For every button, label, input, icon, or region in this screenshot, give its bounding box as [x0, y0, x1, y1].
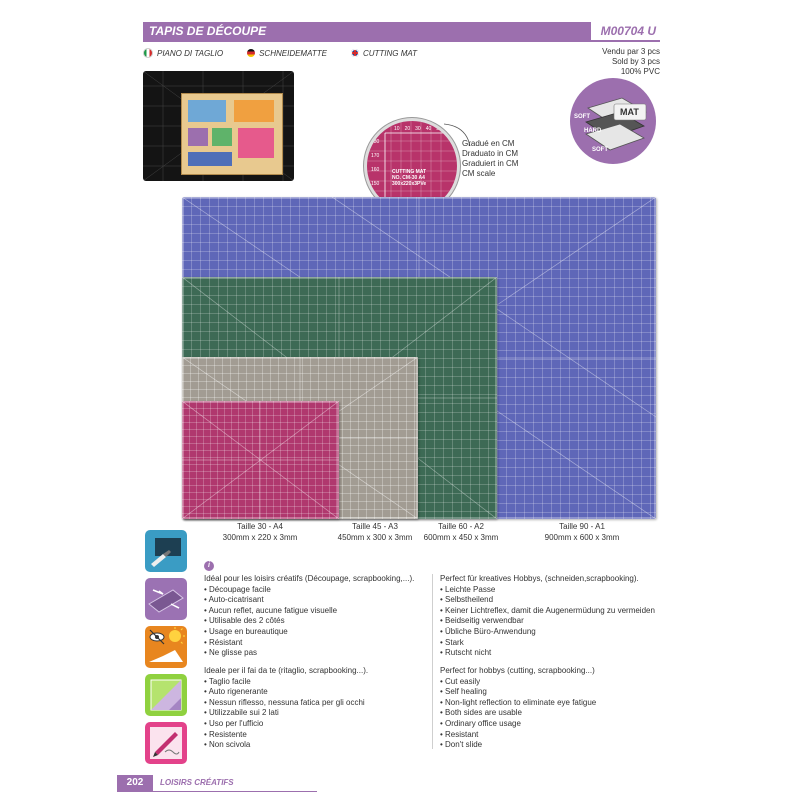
self-healing-graphic [145, 578, 187, 620]
language-names [143, 48, 417, 58]
list-item: • Resistant [440, 730, 662, 741]
size-name: Taille 90 - A1 [559, 522, 605, 531]
size-dims: 600mm x 450 x 3mm [423, 533, 499, 542]
list-item: • Auto-cicatrisant [204, 595, 429, 606]
size-a2 [406, 521, 516, 543]
knife-cut-graphic [145, 530, 187, 572]
list-item: • Utilisable des 2 côtés [204, 616, 429, 627]
list-item: • Résistant [204, 638, 429, 649]
soft-top-label: SOFT [574, 114, 590, 120]
size-a4 [190, 521, 330, 543]
sold-by-en: Sold by 3 pcs [611, 57, 660, 66]
features-en [440, 666, 662, 751]
info-icon: i [204, 561, 214, 571]
material: 100% PVC [620, 67, 660, 76]
list-item: • Rutscht nicht [440, 648, 662, 659]
features-list [204, 677, 429, 751]
germany-flag-icon [247, 49, 255, 57]
graduated-it: Draduato in CM [462, 149, 519, 158]
lang-german [247, 48, 327, 58]
zoom-ruler-top [394, 126, 442, 132]
list-item: • Découpage facile [204, 585, 429, 596]
italy-flag-icon [143, 48, 153, 58]
list-item: • Aucun reflet, aucune fatigue visuelle [204, 606, 429, 617]
list-item: • Übliche Büro-Anwendung [440, 627, 662, 638]
no-reflection-icon [145, 626, 187, 668]
graduated-en: CM scale [462, 169, 496, 178]
footer-rule [117, 791, 317, 792]
list-item: • Ordinary office usage [440, 719, 662, 730]
lang-label: CUTTING MAT [362, 48, 418, 58]
ruler-tick: 50 [436, 126, 442, 132]
size-name: Taille 30 - A4 [237, 522, 283, 531]
column-divider [432, 574, 433, 749]
section-name: LOISIRS CRÉATIFS [160, 778, 234, 787]
list-item: • Auto rigenerante [204, 687, 429, 698]
list-item: • Non-light reflection to eliminate eye fatigue [440, 698, 662, 709]
list-item: • Uso per l'ufficio [204, 719, 429, 730]
soft-bottom-label: SOFT [592, 147, 608, 153]
knife-cut-icon [145, 530, 187, 572]
list-item: • Stark [440, 638, 662, 649]
graduated-fr: Gradué en CM [462, 139, 515, 148]
header-rule [143, 40, 660, 42]
list-item: • Ne glisse pas [204, 648, 429, 659]
photo-insert-card [181, 93, 283, 175]
zoom-ruler-left [371, 139, 379, 187]
list-item: • Cut easily [440, 677, 662, 688]
page-number: 202 [126, 777, 144, 788]
mat-pink-a4 [182, 401, 339, 519]
features-lead: Perfect for hobbys (cutting, scrapbooking...) [440, 666, 595, 675]
lang-english [351, 48, 417, 58]
ruler-tick: 150 [371, 181, 380, 187]
list-item: • Don't slide [440, 740, 662, 751]
sales-info [602, 47, 660, 77]
list-item: • Usage en bureautique [204, 627, 429, 638]
features-it [204, 666, 429, 751]
list-item: • Resistente [204, 730, 429, 741]
ruler-tick: 20 [404, 126, 411, 132]
double-sided-icon [145, 674, 187, 716]
features-de [440, 574, 662, 659]
zoom-mat-text [392, 169, 426, 187]
size-a1 [512, 521, 652, 543]
ruler-tick: 170 [371, 153, 380, 159]
features-lead: Idéal pour les loisirs créatifs (Découpage, scrapbooking,...). [204, 574, 415, 583]
features-list [440, 677, 662, 751]
sold-by-fr: Vendu par 3 pcs [602, 47, 660, 56]
ruler-tick: 40 [425, 126, 432, 132]
zoom-line: CUTTING MAT [392, 169, 427, 175]
photo-insert-graphics [182, 94, 282, 174]
mat-label: MAT [620, 107, 639, 117]
mat-diagonals [182, 401, 339, 519]
mat-layers-badge [570, 78, 656, 164]
hard-label: HARD [584, 128, 602, 134]
lang-label: PIANO DI TAGLIO [157, 48, 224, 58]
list-item: • Taglio facile [204, 677, 429, 688]
layers-icon [570, 78, 656, 164]
product-photo [143, 71, 294, 181]
list-item: • Beidseitig verwendbar [440, 616, 662, 627]
lang-label: SCHNEIDEMATTE [259, 48, 327, 58]
list-item: • Keiner Lichtreflex, damit die Augenermüdung zu vermeiden [440, 606, 662, 617]
size-dims: 900mm x 600 x 3mm [544, 533, 620, 542]
no-reflection-graphic [145, 626, 187, 668]
features-lead: Perfect für kreatives Hobbys, (schneiden,scrapbooking). [440, 574, 639, 583]
features-list [204, 585, 429, 659]
uk-flag-icon [351, 49, 359, 57]
list-item: • Non scivola [204, 740, 429, 751]
page-title: TAPIS DE DÉCOUPE [149, 24, 267, 38]
size-name: Taille 60 - A2 [438, 522, 484, 531]
size-name: Taille 45 - A3 [352, 522, 398, 531]
list-item: • Nessun riflesso, nessuna fatica per gli occhi [204, 698, 429, 709]
double-sided-graphic [145, 674, 187, 716]
lang-italian [143, 48, 223, 58]
size-dims: 450mm x 300 x 3mm [337, 533, 413, 542]
size-dims: 300mm x 220 x 3mm [222, 533, 298, 542]
list-item: • Selbstheilend [440, 595, 662, 606]
ruler-tick: 180 [371, 139, 380, 145]
features-lead: Ideale per il fai da te (ritaglio, scrapbooking...). [204, 666, 369, 675]
graduated-de: Graduiert in CM [462, 159, 519, 168]
list-item: • Utilizzabile sui 2 lati [204, 708, 429, 719]
list-item: • Leichte Passe [440, 585, 662, 596]
graduated-info [462, 139, 518, 179]
product-code: M00704 U [591, 22, 660, 40]
ruler-tick: 160 [371, 167, 380, 173]
zoom-line: NO. CM-30 A4 [392, 175, 425, 181]
features-fr [204, 574, 429, 659]
pen-writing-icon [145, 722, 187, 764]
list-item: • Self healing [440, 687, 662, 698]
zoom-line: 300x220x3PVe [392, 181, 427, 187]
features-list [440, 585, 662, 659]
pen-writing-graphic [145, 722, 187, 764]
ruler-tick: 10 [394, 126, 400, 132]
ruler-tick: 30 [415, 126, 421, 132]
list-item: • Both sides are usable [440, 708, 662, 719]
self-healing-icon [145, 578, 187, 620]
